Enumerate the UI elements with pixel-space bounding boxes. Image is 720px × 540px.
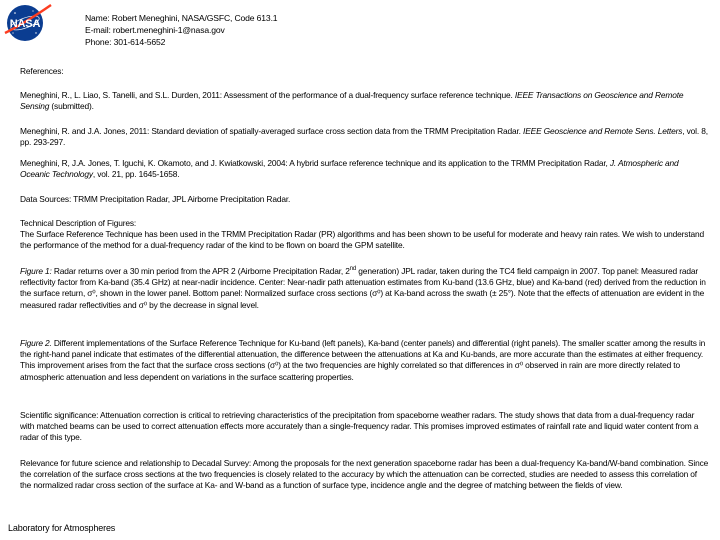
contact-phone: Phone: 301-614-5652	[85, 37, 166, 47]
references-heading: References:	[20, 66, 64, 76]
figure-2-caption: Figure 2. Different implementations of the Surface Reference Technique for Ku-band (left panels), Ka-band (center panels) and differential (right panels). The smaller scatter among the results in the right-hand panel indicate that estimates of the differential attenuation, the difference between the attenuations at Ka and Ku-bands, are more accurate than the estimates at either frequency. This improvement arises from the fact that the surface cross sections (σ⁰) at the two frequencies are highly correlated so that differences in σ⁰ observed in rain are more directly related to atmospheric attenuation and less dependent on variations in the surface scattering properties.	[20, 338, 706, 382]
figure-1-label: Figure 1:	[20, 266, 52, 276]
nasa-logo-icon	[3, 3, 53, 43]
technical-text: The Surface Reference Technique has been used in the TRMM Precipitation Radar (PR) algorithms and has been shown to be useful for moderate and heavy rain rates. We wish to understand the performance of the method for a dual-frequency radar of the kind to be flown on board the GPM satellite.	[20, 229, 705, 251]
data-sources: Data Sources: TRMM Precipitation Radar, JPL Airborne Precipitation Radar.	[20, 194, 291, 204]
contact-email: E-mail: robert.meneghini-1@nasa.gov	[85, 25, 225, 35]
scientific-significance: Scientific significance: Attenuation correction is critical to retrieving characteristics of the precipitation from spaceborne weather radars. The study shows that data from a dual-frequency radar with matched beams can be used to correct attenuation effects more accurately than a single-frequency radar. This promises improved estimates of rainfall rate and liquid water content from a radar of this type.	[20, 410, 699, 443]
figure-2-label: Figure 2.	[20, 338, 52, 348]
reference-3: Meneghini, R, J.A. Jones, T. Iguchi, K. Okamoto, and J. Kwiatkowski, 2004: A hybrid surface reference technique and its application to the TRMM Precipitation Radar, J. Atmospheric and Oceanic Technology, vol. 21, pp. 1645-1658.	[20, 158, 679, 180]
technical-heading: Technical Description of Figures:	[20, 218, 137, 228]
reference-1: Meneghini, R., L. Liao, S. Tanelli, and S.L. Durden, 2011: Assessment of the performance of a dual-frequency surface reference technique. IEEE Transactions on Geoscience and Remote Sensing (submitted).	[20, 90, 684, 112]
figure-1-caption: Figure 1: Radar returns over a 30 min period from the APR 2 (Airborne Precipitation Radar, 2nd generation) JPL radar, taken during the TC4 field campaign in 2007. Top panel: Measured radar reflectivity factor from Ka-band (35.4 GHz) at near-nadir incidence. Center: Near-nadir path attenuation estimates from Ku-band (13.6 GHz, blue) and Ka-band (red) derived from the reduction in the surface return, σ⁰, shown in the lower panel. Bottom panel: Normalized surface cross sections (σ⁰) at Ka-band across the swath (± 25°). Note that the effects of attenuation are evident in the measured radar reflectivities and σ⁰ by the decrease in signal level.	[20, 266, 706, 310]
reference-journal: J. Atmospheric and Oceanic Technology	[20, 158, 679, 180]
contact-name: Name: Robert Meneghini, NASA/GSFC, Code 613.1	[85, 13, 278, 23]
relevance-section: Relevance for future science and relationship to Decadal Survey: Among the proposals for the next generation spaceborne radar has been a dual-frequency Ka-band/W-band combination. Since the correlation of the surface cross sections at the two frequencies is closely related to the accuracy by which the attenuation can be corrected, studies are needed to assess this correlation of the normalized radar cross section of the surface at Ka- and W-band as a function of surface type, incidence angle and the degree of matching between the fields of view.	[20, 458, 709, 491]
technical-description	[20, 218, 710, 252]
reference-2: Meneghini, R. and J.A. Jones, 2011: Standard deviation of spatially-averaged surface cross section data from the TRMM Precipitation Radar. IEEE Geoscience and Remote Sens. Letters, vol. 8, pp. 293-297.	[20, 126, 708, 148]
reference-journal: IEEE Geoscience and Remote Sens. Letters	[523, 126, 683, 136]
reference-journal: IEEE Transactions on Geoscience and Remote Sensing	[20, 90, 684, 112]
footer-lab-name: Laboratory for Atmospheres	[8, 523, 116, 533]
svg-text:NASA: NASA	[9, 18, 41, 30]
contact-info	[85, 12, 277, 48]
